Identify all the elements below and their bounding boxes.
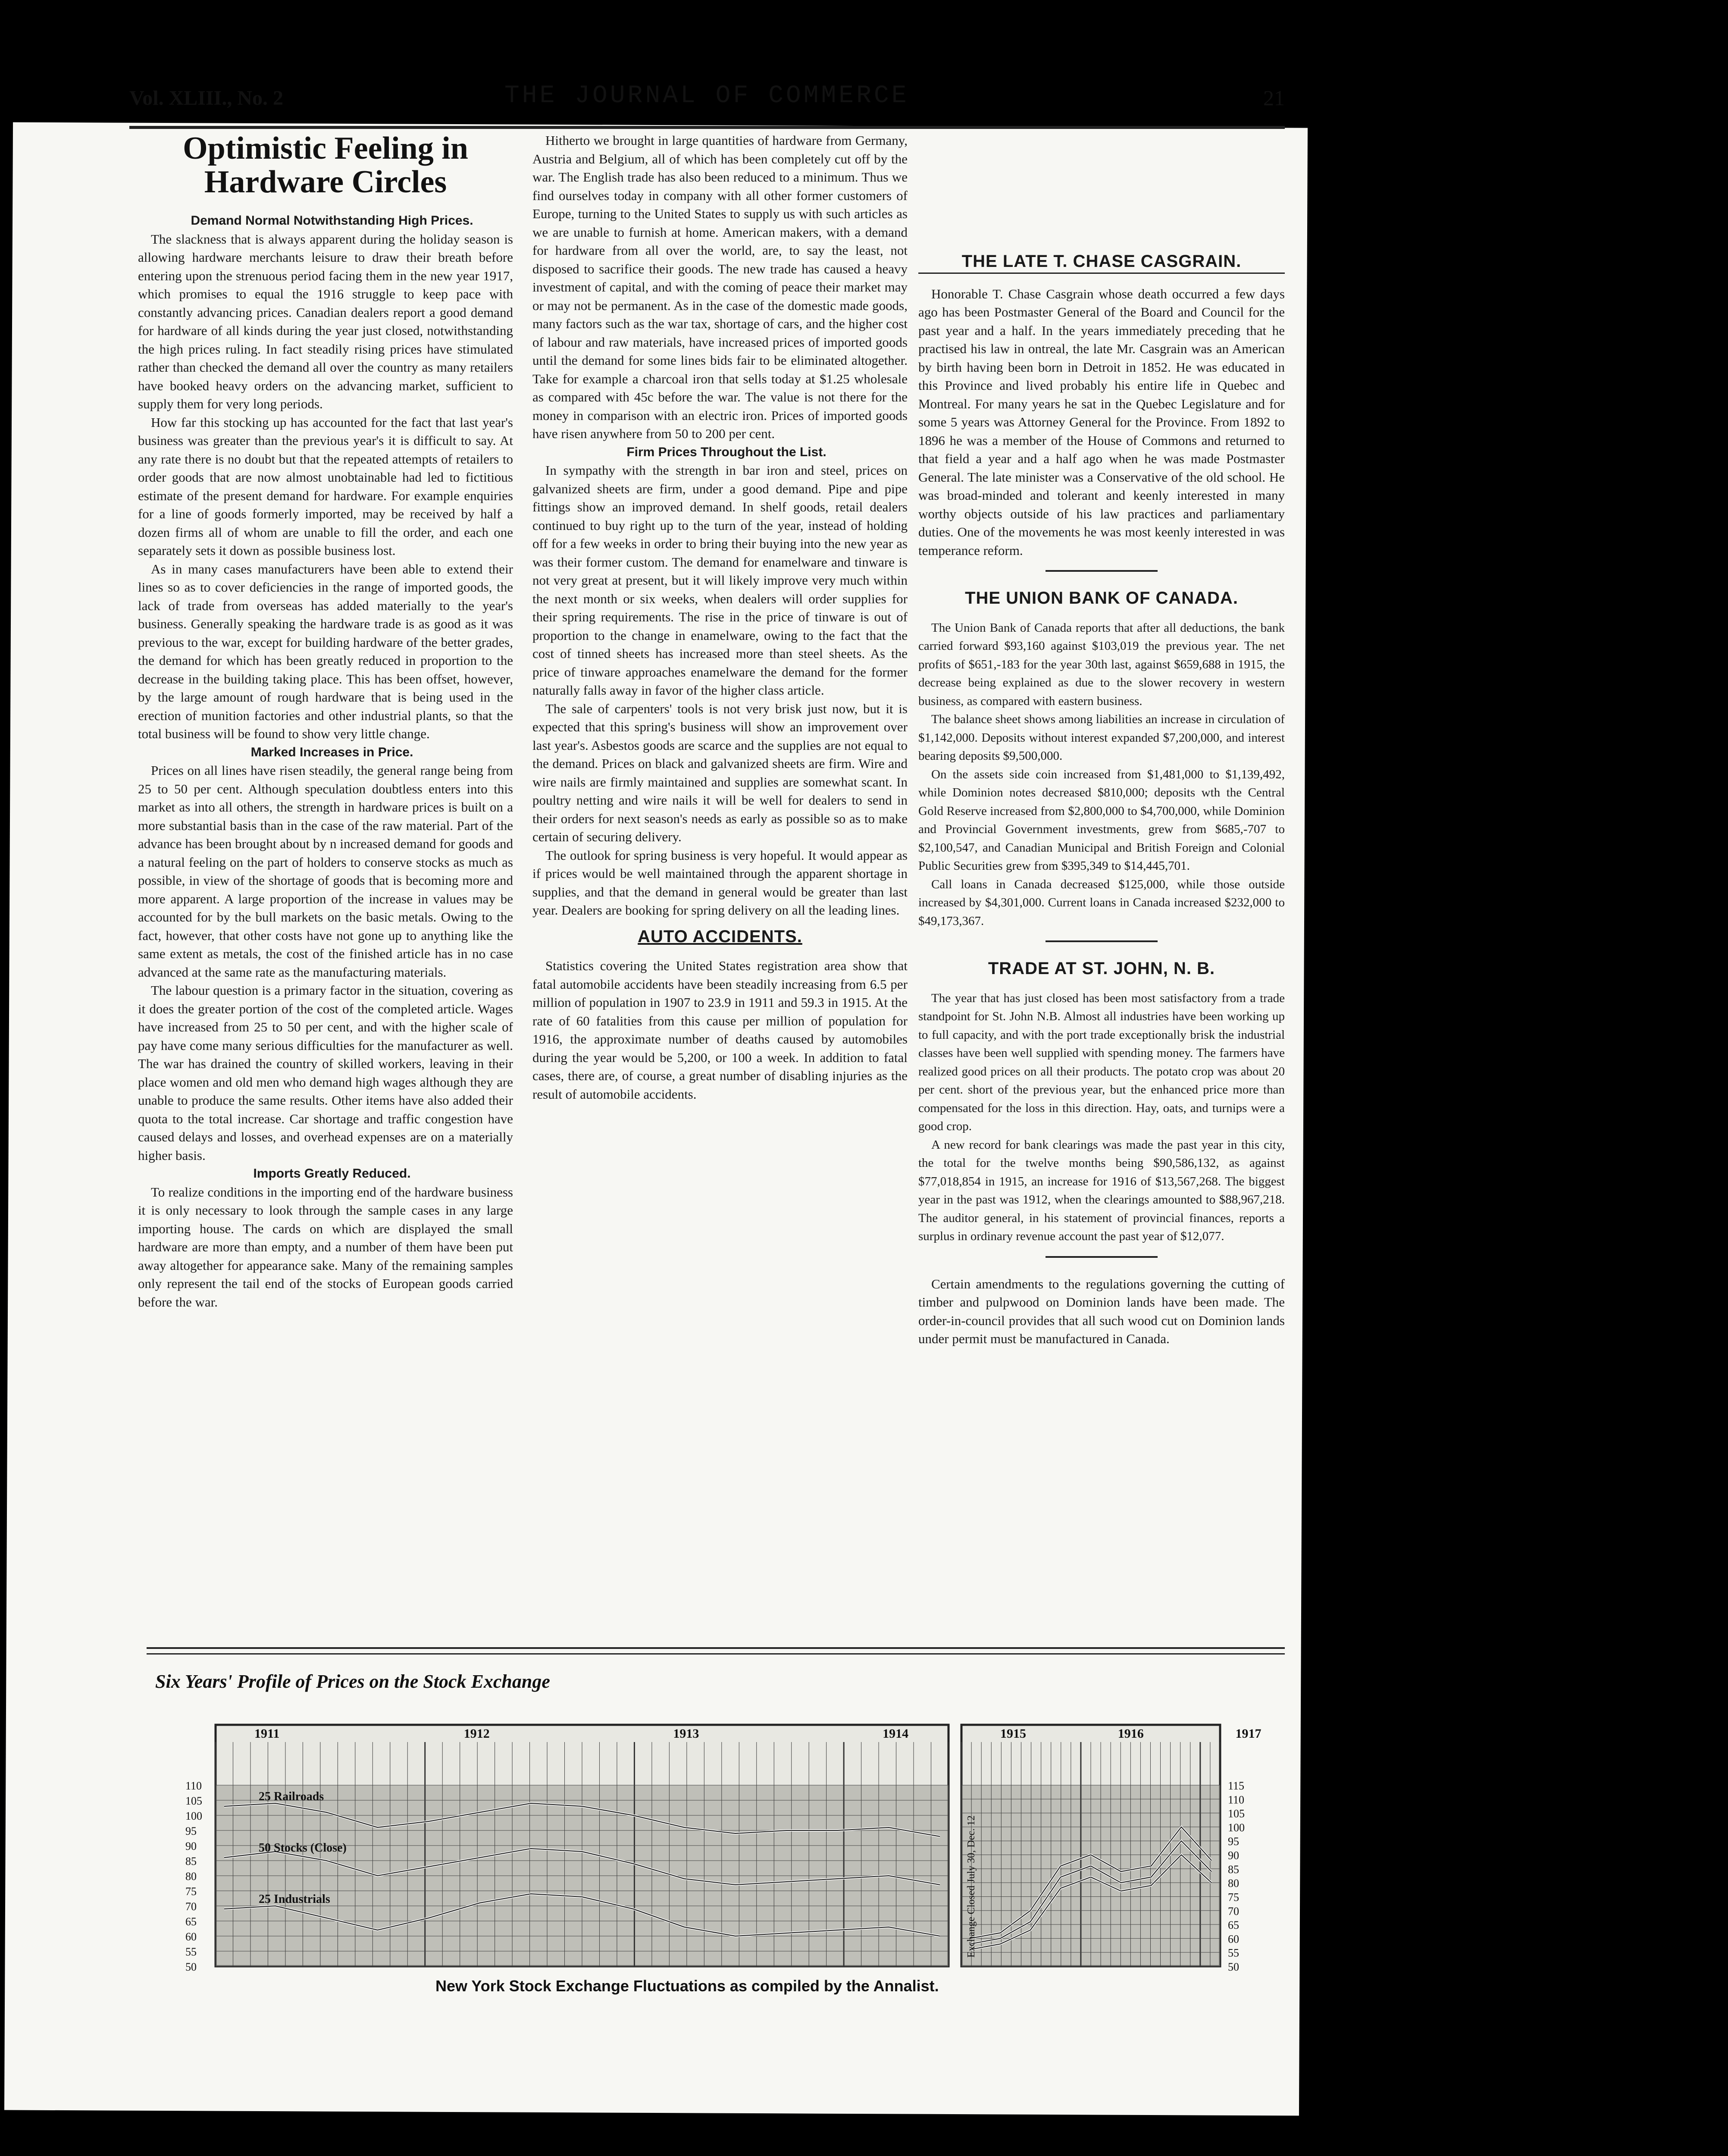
article-paragraph: As in many cases manufacturers have been able to extend their lines so as to cover deficiencies in the range of imported goods, the lack of trade from overseas has added materially to the year's business. Generally speaking the hardware trade is as good as it was previous to the war, except for building hardware of the better grades, the demand for which has been greatly reduced in proportion to the decrease in the building taking place. This has been offset, however, by the large amount of rough hardware that is being used in the erection of munition factories and other industrial plants, so that the total business will be found to show very little change. — [138, 561, 513, 741]
hardware-subhead-3: Imports Greatly Reduced. — [253, 1166, 411, 1181]
section-divider — [1046, 570, 1158, 572]
chart-tick-label: 70 — [1228, 1905, 1239, 1918]
column-2 — [532, 132, 908, 1103]
article-paragraph: Statistics covering the United States registration area show that fatal automobile accidents have been steadily increasing from 6.5 per million of population in 1907 to 23.9 in 1911 and 59.3 in 1915. At the rate of 60 fatalities from this cause per million of population for 1916, the approximate number of deaths caused by automobiles during the year would be 5,200, or 100 a week. In addition to fatal cases, there are, of course, a great number of disabling injuries as the result of automobile accidents. — [532, 958, 908, 1102]
chart-title: Six Years' Profile of Prices on the Stock Exchange — [155, 1671, 550, 1692]
chart-tick-label: 55 — [1228, 1946, 1239, 1959]
chart-tick-label: 100 — [1228, 1821, 1245, 1834]
article-paragraph: The year that has just closed has been most satisfactory from a trade standpoint for St. John N.B. Almost all industries have been working up to full capacity, and with the port trade exceptionally brisk the industrial classes have been well supplied with spending money. The farmers have realized good prices on all their products. The potato crop was about 20 per cent. short of the previous year, but the enhanced price more than compensated for the loss in this direction. Hay, oats, and turnips were a good crop. — [918, 991, 1285, 1133]
article-paragraph: The outlook for spring business is very hopeful. It would appear as if prices would be well maintained through the apparent shortage in supplies, and that the demand in general would be greater than last year. Dealers are booking for spring delivery on all the leading lines. — [532, 847, 908, 918]
article-paragraph: In sympathy with the strength in bar iron and steel, prices on galvanized sheets are firm, under a good demand. Pipe and pipe fittings show an improved demand. In shelf goods, retail dealers continued to buy right up to the turn of the year, instead of holding off for a few weeks in order to bring their buying into the new year as was their former custom. The demand for enamelware and tinware is not very great at present, but it will likely improve very much within the next month or six weeks, when dealers will order supplies for their spring requirements. The rise in the price of tinware is out of proportion to the change in enamelware, owing to the fact that the cost of tinned sheets has increased more than steel sheets. As the price of tinware approaches enamelware the demand for the former naturally falls away in favor of the higher class article. — [532, 463, 908, 698]
article-paragraph: The Union Bank of Canada reports that after all deductions, the bank carried forward $93,160 against $103,019 the previous year. The net profits of $651,-183 for the year 30th last, against $659,688 in 1915, the decrease being explained as due to the slower recovery in western business, as compared with eastern business. — [918, 620, 1285, 708]
chart-year-label: 1913 — [673, 1727, 699, 1741]
chart-tick-label: 65 — [185, 1915, 197, 1928]
chart-tick-label: 75 — [1228, 1891, 1239, 1904]
hardware-subhead: Demand Normal Notwithstanding High Prices. — [191, 213, 473, 228]
article-paragraph: To realize conditions in the importing end of the hardware business it is only necessary to look through the sample cases in any large importing house. The cards on which are displayed the small hardware are more than empty, and a number of them have been put away altogether for appearance sake. Many of the remaining samples only represent the tail end of the stocks of European goods carried before the war. — [138, 1184, 513, 1310]
page-header — [129, 82, 1293, 123]
chart-tick-label: 55 — [185, 1946, 197, 1958]
chart-year-label: 1917 — [1235, 1727, 1262, 1741]
chart-year-label: 1916 — [1118, 1727, 1144, 1741]
chart-caption: New York Stock Exchange Fluctuations as compiled by the Annalist. — [435, 1977, 939, 1995]
casgrain-title: THE LATE T. CHASE CASGRAIN. — [918, 252, 1285, 274]
section-divider — [1046, 940, 1158, 942]
chart-year-label: 1911 — [254, 1727, 280, 1741]
chart-tick-label: 100 — [185, 1810, 202, 1822]
chart-tick-label: 65 — [1228, 1919, 1239, 1932]
chart-tick-label: 110 — [185, 1780, 202, 1792]
article-paragraph: Certain amendments to the regulations governing the cutting of timber and pulpwood on Dominion lands have been made. The order-in-council provides that all such wood cut on Dominion lands under permit must be manufactured in Canada. — [918, 1276, 1285, 1346]
union-bank-title: THE UNION BANK OF CANADA. — [965, 589, 1238, 608]
st-john-title: TRADE AT ST. JOHN, N. B. — [988, 959, 1215, 978]
chart-tick-label: 80 — [185, 1870, 197, 1883]
article-paragraph: The sale of carpenters' tools is not very brisk just now, but it is expected that this spring's business will show an improvement over last year's. Asbestos goods are scarce and the supplies are not equal to the demand. Prices on black and galvanized sheets are firm. Wire and wire nails are firmly maintained and supplies are somewhat scant. In poultry netting and wire nails it will be well for dealers to send in their orders for next season's needs as early as possible so as to make certain of securing delivery. — [532, 701, 908, 844]
article-paragraph: The balance sheet shows among liabilities an increase in circulation of $1,142,000. Deposits without interest expanded $7,200,000, and interest bearing deposits $9,500,000. — [918, 712, 1285, 763]
chart-top-rule — [147, 1647, 1285, 1655]
page-number: 21 — [1263, 86, 1285, 110]
article-paragraph: The slackness that is always apparent during the holiday season is allowing hardware merchants leisure to draw their breath before entering upon the strenuous period facing them in the new year 1917, which promises to equal the 1916 struggle to keep pace with constantly advancing prices. Canadian dealers report a good demand for hardware of all kinds during the year just closed, notwithstanding the high prices ruling. In fact steadily rising prices have stimulated rather than checked the demand all over the country as many retailers have booked heavy orders on the advancing market, sufficient to supply them for very long periods. — [138, 231, 513, 411]
article-paragraph: Prices on all lines have risen steadily, the general range being from 25 to 50 per cent. Although speculation doubtless enters into this market as into all others, the strength in hardware prices is built on a more substantial basis than in the case of the raw material. Part of the advance has been brought about by n increased demand for goods and a natural feeling on the part of holders to conserve stocks as much as possible, in view of the shortage of goods that is becoming more and more apparent. A large proportion of the increase in values may be accounted for by the bull markets on the basic metals. Owing to the fact, however, that other costs have not gone up to anything like the same extent as metals, the cost of the finished article has in no case advanced at the same rate as the manufacturing materials. — [138, 763, 513, 980]
volume-number: Vol. XLIII., No. 2 — [129, 87, 283, 110]
chart-tick-label: 90 — [1228, 1849, 1239, 1862]
hardware-subhead-2: Marked Increases in Price. — [250, 745, 413, 759]
chart-tick-label: 95 — [1228, 1835, 1239, 1848]
chart-series-label: 50 Stocks (Close) — [259, 1841, 347, 1855]
chart-tick-label: 95 — [185, 1825, 197, 1837]
chart-tick-label: 105 — [1228, 1807, 1245, 1820]
chart-svg — [147, 1669, 1293, 1988]
chart-tick-label: 50 — [185, 1961, 197, 1973]
chart-tick-label: 85 — [185, 1855, 197, 1868]
article-paragraph: Hitherto we brought in large quantities of hardware from Germany, Austria and Belgium, all of which has been completely cut off by the war. The English trade has also been reduced to a minimum. Thus we find ourselves today in company with all other former customers of Europe, turning to the United States to supply us with such articles as we are unable to furnish at home. American makers, with a demand for hardware from all over the world, are, to say the least, not disposed to sacrifice their goods. The new trade has caused a heavy investment of capital, and with the coming of peace their market may or may not be permanent. As in the case of the domestic made goods, many factors such as the war tax, shortage of cars, and the higher cost of labour and raw materials, have increased prices of imported goods until the demand for some lines bids fair to be eliminated altogether. Take for example a charcoal iron that sells today at $1.25 wholesale as compared with 45c before the war. The value is not there for the money in comparison with an electric iron. Prices of imported goods have risen anywhere from 50 to 200 per cent. — [532, 133, 908, 441]
chart-annotation: Exchange Closed July 30, Dec. 12 — [966, 1815, 977, 1958]
chart-series-label: 25 Railroads — [259, 1790, 324, 1803]
hardware-headline: Optimistic Feeling in Hardware Circles — [183, 131, 468, 200]
header-rule — [129, 126, 1285, 129]
article-paragraph: Call loans in Canada decreased $125,000, while those outside increased by $4,301,000. Current loans in Canada increased $232,000 to $49,173,367. — [918, 877, 1285, 928]
stock-exchange-chart — [147, 1669, 1293, 1988]
chart-tick-label: 70 — [185, 1900, 197, 1913]
chart-tick-label: 60 — [185, 1930, 197, 1943]
article-paragraph: How far this stocking up has accounted for the fact that last year's business was greater than the previous year's it is difficult to say. At any rate there is no doubt but that the repeated attempts of retailers to order goods that are now almost unobtainable had led to fictitious estimate of the present demand for hardware. For example enquiries for a line of goods formerly imported, may be received by half a dozen firms all of whom are unable to fill the order, and each one separately sets it down as possible business lost. — [138, 414, 513, 558]
column-3 — [918, 132, 1285, 1348]
chart-tick-label: 60 — [1228, 1933, 1239, 1946]
hardware-subhead-4: Firm Prices Throughout the List. — [626, 445, 826, 459]
chart-tick-label: 90 — [185, 1840, 197, 1852]
article-paragraph: The labour question is a primary factor in the situation, covering as it does the greater portion of the cost of the completed article. Wages have increased from 25 to 50 per cent, and with the higher scale of pay have come many serious difficulties for the manufacturer as well. The war has drained the country of skilled workers, leaving in their place women and old men who demand high wages although they are unable to produce the same results. Other items have also added their quota to the total increase. Car shortage and traffic congestion have caused delays and losses, and overhead expenses are on a materially higher basis. — [138, 983, 513, 1163]
chart-tick-label: 85 — [1228, 1863, 1239, 1876]
article-paragraph: On the assets side coin increased from $1,481,000 to $1,139,492, while Dominion notes decreased $810,000; deposits wth the Central Gold Reserve increased from $2,800,000 to $4,700,000, while Dominion and Provincial Government investments, grew from $685,-707 to $2,100,547, and Canadian Municipal and British Foreign and Colonial Public Securities grew from $395,349 to $14,445,701. — [918, 767, 1285, 873]
chart-tick-label: 110 — [1228, 1793, 1245, 1806]
chart-tick-label: 50 — [1228, 1961, 1239, 1973]
section-divider — [1046, 1256, 1158, 1258]
article-paragraph: A new record for bank clearings was made the past year in this city, the total for the twelve months being $90,586,132, as against $77,018,854 in 1915, an increase for 1916 of $13,567,268. The biggest year in the past was 1912, when the clearings amounted to $88,967,218. The auditor general, in his statement of provincial finances, reports a surplus in ordinary revenue account the past year of $12,077. — [918, 1138, 1285, 1243]
chart-tick-label: 80 — [1228, 1877, 1239, 1890]
chart-year-label: 1912 — [463, 1727, 490, 1741]
column-1 — [138, 131, 513, 1310]
chart-year-label: 1915 — [1000, 1727, 1026, 1741]
chart-tick-label: 75 — [185, 1885, 197, 1898]
chart-tick-label: 115 — [1228, 1780, 1245, 1792]
chart-series-label: 25 Industrials — [259, 1893, 330, 1906]
publication-title: THE JOURNAL OF COMMERCE — [504, 82, 909, 110]
chart-tick-label: 105 — [185, 1795, 202, 1807]
chart-year-label: 1914 — [883, 1727, 909, 1741]
article-paragraph: Honorable T. Chase Casgrain whose death occurred a few days ago has been Postmaster General of the Board and Council for the past year and a half. In the years immediately preceding that he practised his law in ontreal, the late Mr. Casgrain was an American by birth having been born in Detroit in 1852. He was educated in this Province and lived probably his entire life in Quebec and Montreal. For many years he sat in the Quebec Legislature and for some 5 years was Attorney General for the Province. From 1892 to 1896 he was a member of the House of Commons and returned to that field a year and a half ago when he was made Postmaster General. The late minister was a Conservative of the old school. He was broad-minded and tolerant and keenly interested in many worthy objects outside of his law practices and parliamentary duties. One of the movements he was most keenly interested in was temperance reform. — [918, 286, 1285, 558]
auto-accidents-title: AUTO ACCIDENTS. — [638, 927, 802, 946]
